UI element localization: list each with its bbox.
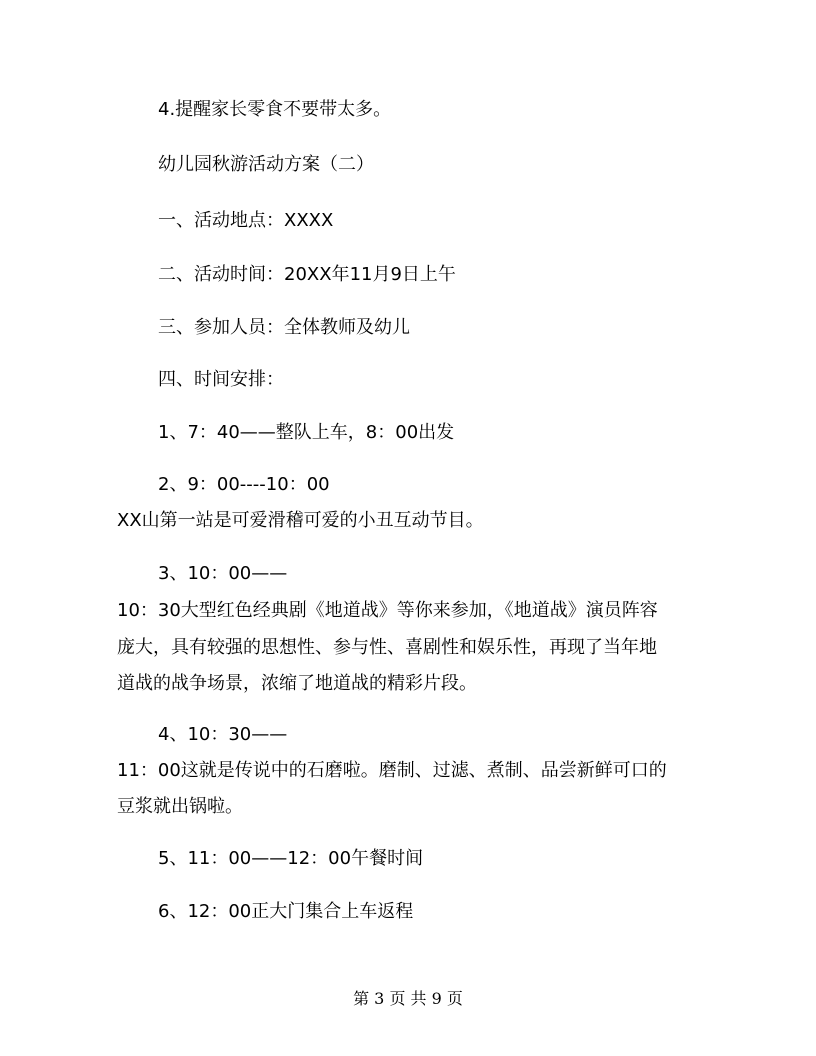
- schedule-item-3-detail-line-2: 庞大，具有较强的思想性、参与性、喜剧性和娱乐性，再现了当年地: [117, 637, 657, 658]
- activity-time: 二、活动时间：20XX年11月9日上午: [158, 264, 456, 285]
- schedule-item-6: 6、12：00正大门集合上车返程: [158, 901, 414, 922]
- schedule-item-4-detail-line-1: 11：00这就是传说中的石磨啦。磨制、过滤、煮制、品尝新鲜可口的: [117, 760, 667, 781]
- schedule-item-3: 3、10：00——: [158, 563, 288, 584]
- reminder-item-4: 4.提醒家长零食不要带太多。: [158, 99, 392, 120]
- schedule-item-3-detail-line-1: 10：30大型红色经典剧《地道战》等你来参加，《地道战》演员阵容: [117, 600, 658, 621]
- schedule-item-5: 5、11：00——12：00午餐时间: [158, 848, 424, 869]
- schedule-item-2: 2、9：00----10：00: [158, 474, 330, 495]
- page-number-footer: 第 3 页 共 9 页: [353, 989, 463, 1008]
- schedule-heading: 四、时间安排：: [158, 369, 284, 390]
- section-title: 幼儿园秋游活动方案（二）: [158, 154, 374, 175]
- schedule-item-4-detail-line-2: 豆浆就出锅啦。: [117, 796, 243, 817]
- schedule-item-2-detail: XX山第一站是可爱滑稽可爱的小丑互动节目。: [117, 510, 484, 531]
- schedule-item-1: 1、7：40——整队上车，8：00出发: [158, 422, 455, 443]
- participants: 三、参加人员：全体教师及幼儿: [158, 317, 410, 338]
- schedule-item-3-detail-line-3: 道战的战争场景，浓缩了地道战的精彩片段。: [117, 673, 477, 694]
- activity-location: 一、活动地点：XXXX: [158, 210, 334, 231]
- schedule-item-4: 4、10：30——: [158, 724, 288, 745]
